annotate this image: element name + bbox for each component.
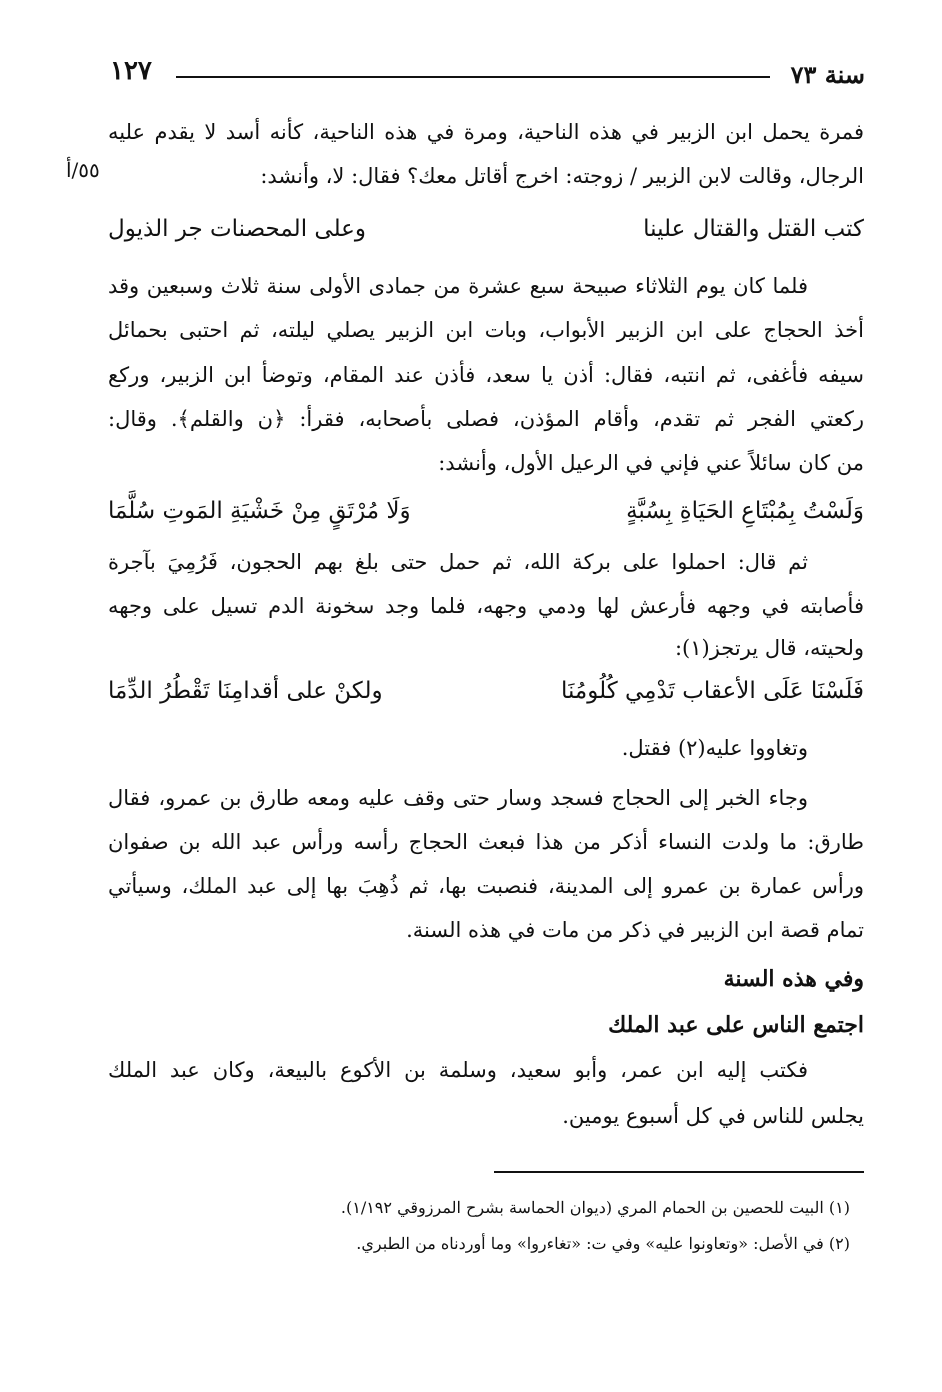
- verse-line: [108, 680, 864, 703]
- text-line: أخذ الحجاج على ابن الزبير الأبواب، وبات ابن الزبير يصلي ليلته، ثم احتبى بحمائل: [108, 318, 864, 342]
- verse-hemistich-second: ولكنْ على أقدامِنَا تَقْطُرُ الدِّمَا: [108, 678, 383, 704]
- text-line: فلما كان يوم الثلاثاء صبيحة سبع عشرة من جمادى الأولى سنة ثلاث وسبعين وقد: [108, 274, 808, 298]
- text-line: ورأس عمارة بن عمرو إلى المدينة، فنصبت بها، ثم ذُهِبَ بها إلى عبد الملك، وسيأتي: [108, 874, 864, 898]
- section-heading: اجتمع الناس على عبد الملك: [608, 1012, 864, 1038]
- text-line: من كان سائلاً عني فإني في الرعيل الأول، وأنشد:: [438, 451, 864, 475]
- text-line: وتغاووا عليه(٢) فقتل.: [621, 736, 808, 760]
- text-line: تمام قصة ابن الزبير في ذكر من مات في هذه السنة.: [406, 918, 864, 942]
- footnote: (٢) في الأصل: «وتعاونوا عليه» وفي ت: «تغاءروا» وما أوردناه من الطبري.: [356, 1234, 850, 1253]
- verse-line: [108, 218, 864, 241]
- verse-line: [108, 500, 864, 523]
- text-line: فأصابته في وجهه فأرعش لها ودمي وجهه، فلما وجد سخونة الدم تسيل على وجهه: [108, 594, 864, 618]
- verse-hemistich-first: كتب القتل والقتال علينا: [643, 216, 864, 242]
- text-line: فمرة يحمل ابن الزبير في هذه الناحية، ومرة في هذه الناحية، كأنه أسد لا يقدم عليه: [108, 120, 864, 144]
- footnote-rule: [494, 1171, 864, 1173]
- footnote: (١) البيت للحصين بن الحمام المري (ديوان الحماسة بشرح المرزوقي ١/١٩٢).: [340, 1198, 850, 1217]
- verse-hemistich-first: وَلَسْتُ بِمُبْتَاعِ الحَيَاةِ بِسُبَّةٍ: [626, 498, 864, 524]
- running-header-section: سنة ٧٣: [790, 60, 865, 89]
- text-line: وجاء الخبر إلى الحجاج فسجد وسار حتى وقف عليه ومعه طارق بن عمرو، فقال: [108, 786, 808, 810]
- text-line: ركعتي الفجر ثم تقدم، وأقام المؤذن، فصلى بأصحابه، فقرأ: ﴿ن والقلم﴾. وقال:: [108, 407, 864, 431]
- text-line: سيفه فأغفى، ثم انتبه، فقال: أذن يا سعد، فأذن عند المقام، وتوضأ ابن الزبير، وركع: [108, 363, 864, 387]
- text-line: فكتب إليه ابن عمر، وأبو سعيد، وسلمة بن الأكوع بالبيعة، وكان عبد الملك: [108, 1058, 808, 1082]
- section-heading: وفي هذه السنة: [723, 966, 864, 992]
- manuscript-folio-note: ٥٥/أ: [66, 158, 100, 182]
- header-rule: [176, 76, 770, 78]
- verse-hemistich-first: فَلَسْنَا عَلَى الأعقاب تَدْمِي كُلُومُنَا: [560, 678, 864, 704]
- text-line: طارق: ما ولدت النساء أذكر من هذا فبعث الحجاج رأسه ورأس عبد الله بن صفوان: [108, 830, 864, 854]
- text-line: يجلس للناس في كل أسبوع يومين.: [562, 1104, 864, 1128]
- page-number: ١٢٧: [110, 56, 152, 86]
- text-line: ثم قال: احملوا على بركة الله، ثم حمل حتى بلغ بهم الحجون، فَرُمِيَ بآجرة: [108, 550, 808, 574]
- text-line: ولحيته، قال يرتجز(١):: [674, 636, 864, 660]
- text-line: الرجال، وقالت لابن الزبير / زوجته: اخرج أقاتل معك؟ فقال: لا، وأنشد:: [260, 164, 864, 188]
- verse-hemistich-second: وعلى المحصنات جر الذيول: [108, 216, 367, 242]
- verse-hemistich-second: وَلَا مُرْتَقٍ مِنْ خَشْيَةِ المَوتِ سُلَّمَا: [108, 498, 411, 524]
